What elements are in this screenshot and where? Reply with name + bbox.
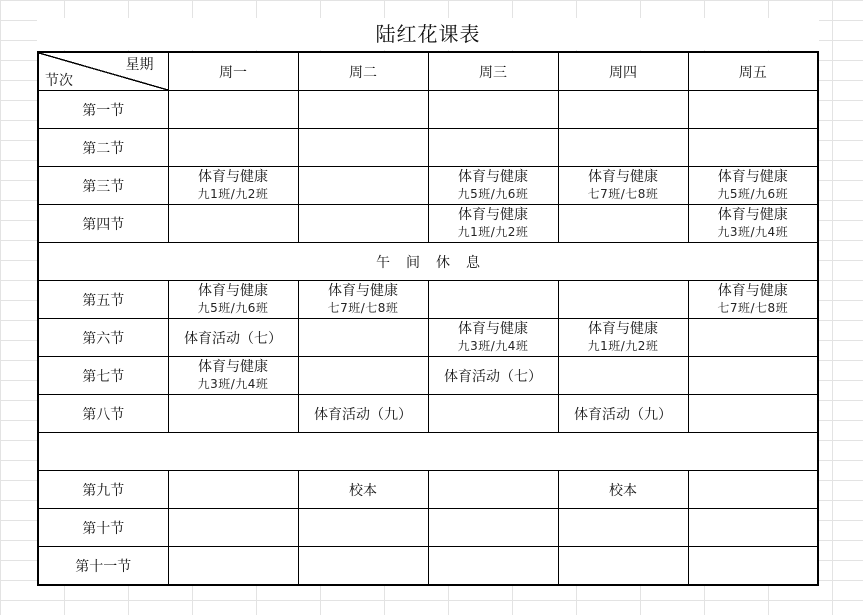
header-corner-cell[interactable] [38, 52, 168, 91]
lunch-char: 午 [376, 254, 390, 271]
activity-text: 校本 [609, 482, 637, 499]
course-classes: 九5班/九6班 [717, 187, 789, 201]
course-name: 体育与健康 [198, 283, 268, 299]
schedule-cell-tue[interactable] [298, 509, 428, 547]
day-header-thu[interactable]: 周四 [558, 52, 688, 91]
lunch-char: 间 [406, 254, 420, 271]
course-name: 体育与健康 [588, 321, 658, 337]
period-row [38, 281, 818, 319]
schedule-cell-mon[interactable] [168, 281, 298, 319]
schedule-cell-fri[interactable] [688, 319, 818, 357]
schedule-cell-fri[interactable] [688, 471, 818, 509]
schedule-title: 陆红花课表 [37, 18, 819, 50]
schedule-cell-wed[interactable] [428, 205, 558, 243]
period-row [38, 91, 818, 129]
schedule-cell-tue[interactable] [298, 547, 428, 586]
course-classes: 九1班/九2班 [457, 225, 529, 239]
schedule-cell-tue[interactable] [298, 357, 428, 395]
schedule-cell-fri[interactable] [688, 205, 818, 243]
schedule-cell-thu[interactable] [558, 395, 688, 433]
schedule-cell-mon[interactable] [168, 167, 298, 205]
schedule-cell-fri[interactable] [688, 547, 818, 586]
period-row [38, 167, 818, 205]
schedule-cell-thu[interactable] [558, 91, 688, 129]
course-name: 体育与健康 [198, 359, 268, 375]
timetable [37, 51, 819, 586]
lunch-break-cell[interactable] [38, 243, 818, 281]
schedule-cell-fri[interactable] [688, 281, 818, 319]
course-name: 体育与健康 [458, 321, 528, 337]
schedule-cell-wed[interactable] [428, 91, 558, 129]
activity-text: 校本 [349, 482, 377, 499]
lunch-char: 息 [466, 254, 480, 271]
course-name: 体育与健康 [717, 169, 788, 185]
period-label[interactable]: 第一节 [38, 91, 168, 129]
day-header-tue[interactable]: 周二 [298, 52, 428, 91]
blank-break-row [38, 433, 818, 471]
schedule-cell-tue[interactable] [298, 91, 428, 129]
schedule-cell-fri[interactable] [688, 357, 818, 395]
schedule-cell-thu[interactable] [558, 471, 688, 509]
course-classes: 九1班/九2班 [197, 187, 269, 201]
schedule-cell-wed[interactable] [428, 167, 558, 205]
activity-text: 体育活动（九） [314, 406, 412, 423]
schedule-cell-thu[interactable] [558, 319, 688, 357]
schedule-cell-thu[interactable] [558, 357, 688, 395]
schedule-cell-fri[interactable] [688, 509, 818, 547]
header-row [38, 52, 818, 91]
period-row [38, 205, 818, 243]
period-label[interactable]: 第三节 [38, 167, 168, 205]
lunch-char: 休 [436, 254, 450, 271]
schedule-cell-thu[interactable] [558, 281, 688, 319]
period-row [38, 471, 818, 509]
activity-text: 体育活动（七） [444, 368, 542, 385]
schedule-cell-mon[interactable] [168, 547, 298, 586]
period-label[interactable]: 第四节 [38, 205, 168, 243]
schedule-cell-tue[interactable] [298, 129, 428, 167]
schedule-cell-thu[interactable] [558, 129, 688, 167]
schedule-cell-wed[interactable] [428, 547, 558, 586]
course-name: 体育与健康 [458, 169, 528, 185]
course-classes: 九3班/九4班 [717, 225, 789, 239]
schedule-cell-wed[interactable] [428, 395, 558, 433]
schedule-cell-thu[interactable] [558, 509, 688, 547]
schedule-cell-wed[interactable] [428, 509, 558, 547]
schedule-cell-tue[interactable] [298, 319, 428, 357]
schedule-cell-fri[interactable] [688, 129, 818, 167]
course-name: 体育与健康 [328, 283, 398, 299]
schedule-cell-thu[interactable] [558, 205, 688, 243]
period-row [38, 129, 818, 167]
course-name: 体育与健康 [717, 207, 788, 223]
course-classes: 九5班/九6班 [457, 187, 529, 201]
course-classes: 七7班/七8班 [717, 301, 789, 315]
schedule-cell-tue[interactable] [298, 281, 428, 319]
course-classes: 七7班/七8班 [327, 301, 399, 315]
schedule-cell-fri[interactable] [688, 395, 818, 433]
schedule-cell-wed[interactable] [428, 281, 558, 319]
day-header-fri[interactable]: 周五 [688, 52, 818, 91]
period-label[interactable]: 第八节 [38, 395, 168, 433]
activity-text: 体育活动（七） [184, 330, 282, 347]
lunch-break-row [38, 243, 818, 281]
schedule-cell-fri[interactable] [688, 91, 818, 129]
schedule-cell-wed[interactable] [428, 129, 558, 167]
course-classes: 九3班/九4班 [457, 339, 529, 353]
period-label[interactable]: 第二节 [38, 129, 168, 167]
schedule-cell-mon[interactable] [168, 319, 298, 357]
schedule-cell-mon[interactable] [168, 357, 298, 395]
period-row [38, 509, 818, 547]
course-name: 体育与健康 [717, 283, 788, 299]
activity-text: 体育活动（九） [574, 406, 672, 423]
schedule-cell-tue[interactable] [298, 205, 428, 243]
day-header-wed[interactable]: 周三 [428, 52, 558, 91]
schedule-cell-mon[interactable] [168, 205, 298, 243]
schedule-cell-mon[interactable] [168, 471, 298, 509]
course-name: 体育与健康 [588, 169, 658, 185]
course-classes: 九5班/九6班 [197, 301, 269, 315]
schedule-cell-tue[interactable] [298, 167, 428, 205]
period-row [38, 319, 818, 357]
period-label[interactable]: 第七节 [38, 357, 168, 395]
period-axis-label: 节次 [45, 73, 73, 89]
course-name: 体育与健康 [198, 169, 268, 185]
schedule-cell-thu[interactable] [558, 167, 688, 205]
schedule-cell-wed[interactable] [428, 357, 558, 395]
schedule-cell-tue[interactable] [298, 471, 428, 509]
weekday-axis-label: 星期 [125, 57, 154, 73]
period-label[interactable]: 第十一节 [38, 547, 168, 586]
schedule-cell-mon[interactable] [168, 509, 298, 547]
period-row [38, 547, 818, 586]
schedule-cell-mon[interactable] [168, 395, 298, 433]
schedule-cell-fri[interactable] [688, 167, 818, 205]
schedule-cell-mon[interactable] [168, 129, 298, 167]
period-label[interactable]: 第五节 [38, 281, 168, 319]
schedule-cell-wed[interactable] [428, 319, 558, 357]
schedule-cell-mon[interactable] [168, 91, 298, 129]
course-name: 体育与健康 [458, 207, 528, 223]
period-row [38, 395, 818, 433]
course-classes: 九1班/九2班 [587, 339, 659, 353]
schedule-cell-thu[interactable] [558, 547, 688, 586]
day-header-mon[interactable]: 周一 [168, 52, 298, 91]
course-classes: 九3班/九4班 [197, 377, 269, 391]
schedule-cell-wed[interactable] [428, 471, 558, 509]
blank-break-cell[interactable] [38, 433, 818, 471]
period-row [38, 357, 818, 395]
schedule-cell-tue[interactable] [298, 395, 428, 433]
course-classes: 七7班/七8班 [587, 187, 659, 201]
period-label[interactable]: 第十节 [38, 509, 168, 547]
period-label[interactable]: 第九节 [38, 471, 168, 509]
period-label[interactable]: 第六节 [38, 319, 168, 357]
